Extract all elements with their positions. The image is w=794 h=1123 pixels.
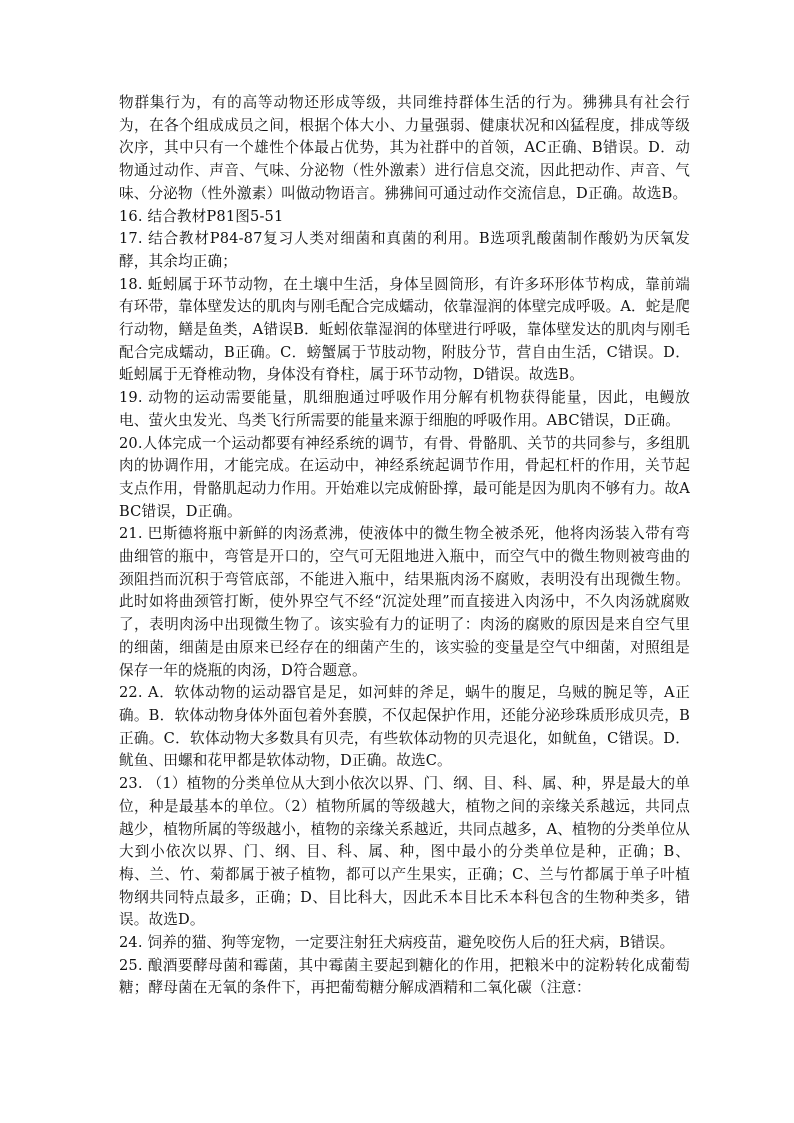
paragraph-answer-22: 22. A．软体动物的运动器官是足，如河蚌的斧足，蜗牛的腹足，乌贼的腕足等，A正确。B．软体动物身体外面包着外套膜，不仅起保护作用，还能分泌珍珠质形成贝壳，B正确。C．软体动物大多数具有贝壳，有些软体动物的贝壳退化，如鱿鱼，C错误。D．鱿鱼、田螺和花甲都是软体动物，D正确。故选C。 (119, 684, 690, 770)
paragraph-answer-16: 16. 结合教材P81图5-51 (119, 207, 284, 225)
paragraph-answer-18: 18. 蚯蚓属于环节动物，在土壤中生活，身体呈圆筒形，有许多环形体节构成，靠前端有环带，靠体壁发达的肌肉与刚毛配合完成蠕动，依靠湿润的体壁完成呼吸。A．蛇是爬行动物，鳝是鱼类，A错误B．蚯蚓依靠湿润的体壁进行呼吸，靠体壁发达的肌肉与刚毛配合完成蠕动，B正确。C．螃蟹属于节肢动物，附肢分节，营自由生活，C错误。D．蚯蚓属于无脊椎动物，身体没有脊柱，属于环节动物，D错误。故选B。 (119, 275, 690, 384)
paragraph-answer-23: 23. （1）植物的分类单位从大到小依次以界、门、纲、目、科、属、种，界是最大的单位，种是最基本的单位。（2）植物所属的等级越大，植物之间的亲缘关系越远，共同点越少，植物所属的等级越小，植物的亲缘关系越近，共同点越多，A、植物的分类单位从大到小依次以界、门、纲、目、科、属、种，图中最小的分类单位是种，正确；B、梅、兰、竹、菊都属于被子植物，都可以产生果实，正确；C、兰与竹都属于单子叶植物纲共同特点最多，正确；D、目比科大，因此禾本目比禾本科包含的生物种类多，错误。故选D。 (119, 775, 690, 929)
paragraph-answer-25: 25. 酿酒要酵母菌和霉菌，其中霉菌主要起到糖化的作用，把粮米中的淀粉转化成葡萄糖；酵母菌在无氧的条件下，再把葡萄糖分解成酒精和二氧化碳（注意： (119, 956, 690, 997)
paragraph-answer-24: 24. 饲养的猫、狗等宠物，一定要注射狂犬病疫苗，避免咬伤人后的狂犬病，B错误。 (119, 934, 675, 952)
paragraph-answer-21: 21. 巴斯德将瓶中新鲜的肉汤煮沸，使液体中的微生物全被杀死，他将肉汤装入带有弯曲细管的瓶中，弯管是开口的，空气可无阻地进入瓶中，而空气中的微生物则被弯曲的颈阻挡而沉积于弯管底部，不能进入瓶中，结果瓶肉汤不腐败，表明没有出现微生物。此时如将曲颈管打断，使外界空气不经“沉淀处理”而直接进入肉汤中，不久肉汤就腐败了，表明肉汤中出现微生物了。该实验有力的证明了：肉汤的腐败的原因是来自空气里的细菌，细菌是由原来已经存在的细菌产生的，该实验的变量是空气中细菌，对照组是保存一年的烧瓶的肉汤，D符合题意。 (119, 525, 690, 679)
paragraph-answer-20: 20.人体完成一个运动都要有神经系统的调节，有骨、骨骼肌、关节的共同参与，多组肌肉的协调作用，才能完成。在运动中，神经系统起调节作用，骨起杠杆的作用，关节起支点作用，骨骼肌起动力作用。开始难以完成俯卧撑，最可能是因为肌肉不够有力。故ABC错误，D正确。 (119, 434, 690, 520)
answer-explanations (119, 92, 690, 1000)
paragraph-answer-17: 17. 结合教材P84-87复习人类对细菌和真菌的利用。B选项乳酸菌制作酸奶为厌氧发酵，其余均正确； (119, 230, 690, 270)
paragraph-continuation: 物群集行为，有的高等动物还形成等级，共同维持群体生活的行为。狒狒具有社会行为，在各个组成成员之间，根据个体大小、力量强弱、健康状况和凶猛程度，排成等级次序，其中只有一个雄性个体最占优势，其为社群中的首领，AC正确、B错误。D．动物通过动作、声音、气味、分泌物（性外激素）进行信息交流，因此把动作、声音、气味、分泌物（性外激素）叫做动物语言。狒狒间可通过动作交流信息，D正确。故选B。 (119, 94, 690, 202)
paragraph-answer-19: 19. 动物的运动需要能量，肌细胞通过呼吸作用分解有机物获得能量，因此，电鳗放电、萤火虫发光、鸟类飞行所需要的能量来源于细胞的呼吸作用。ABC错误，D正确。 (119, 389, 690, 429)
